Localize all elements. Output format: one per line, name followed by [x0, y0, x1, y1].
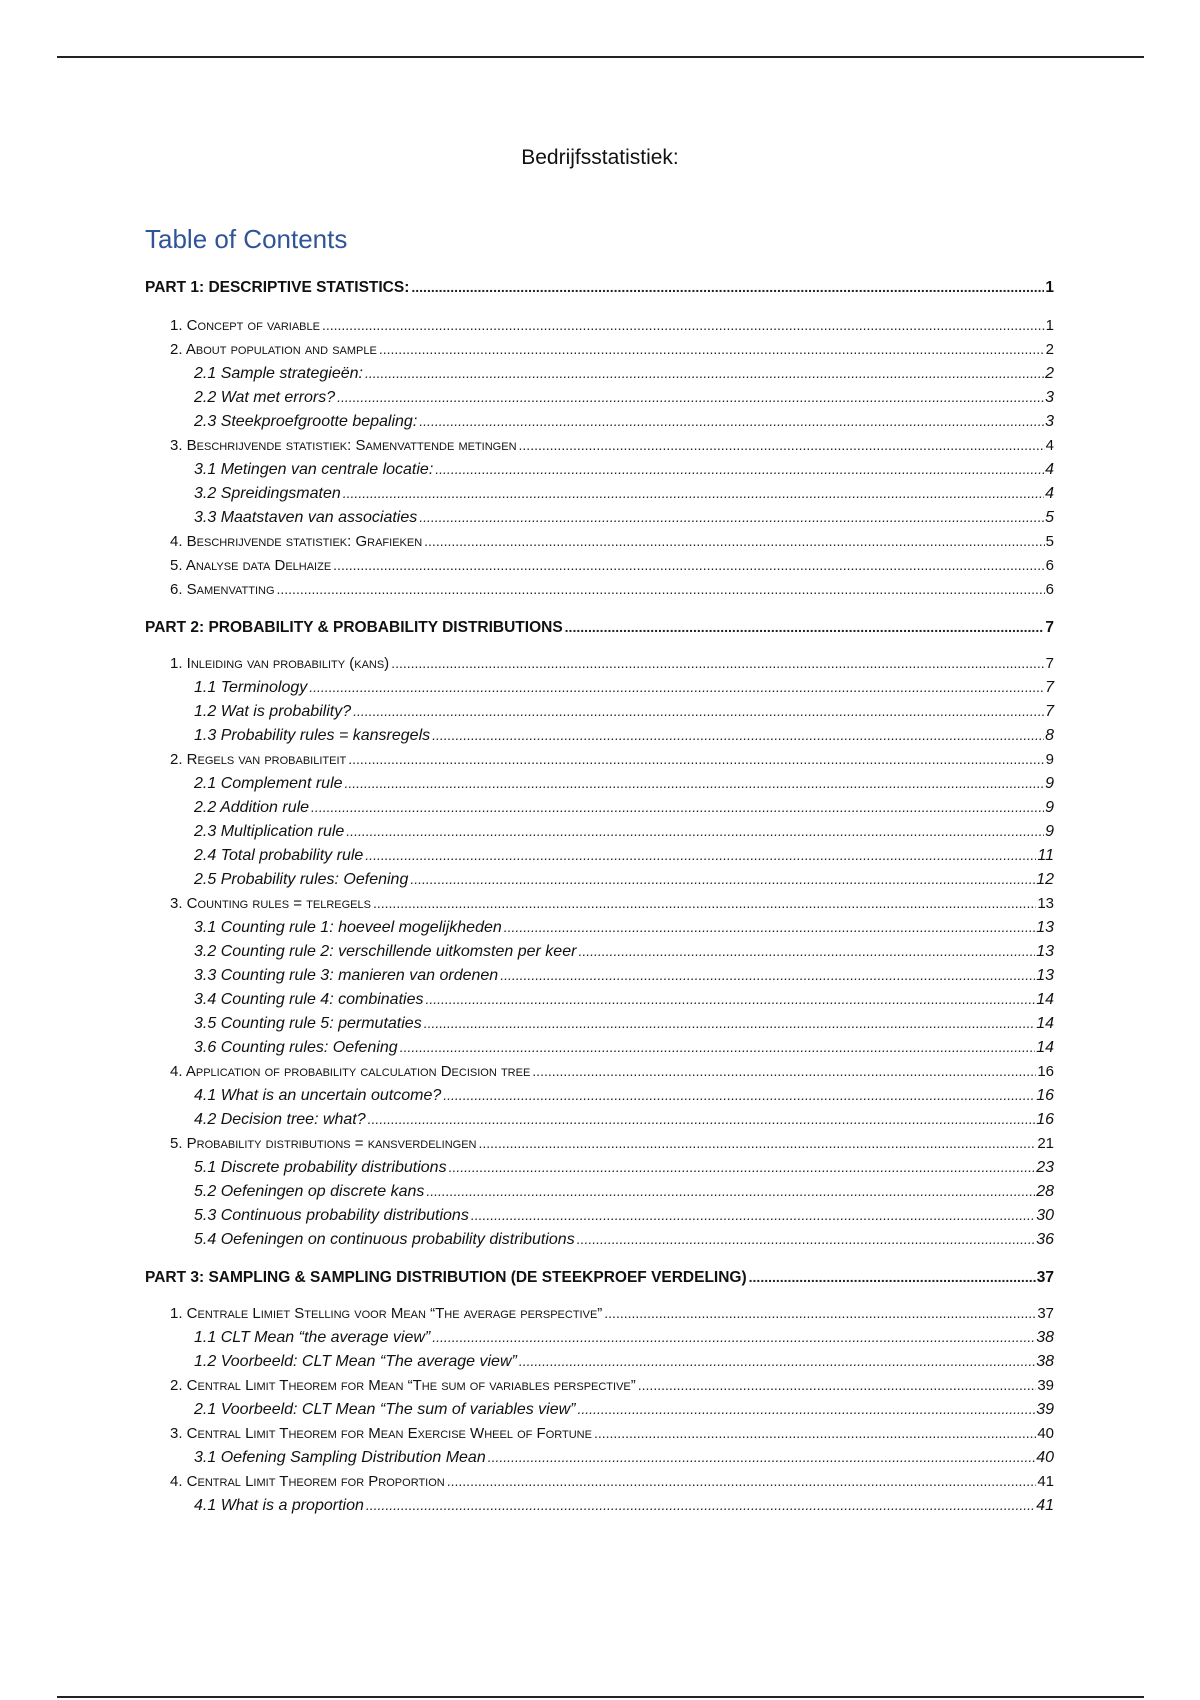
toc-dot-leader: [379, 338, 1045, 360]
toc-entry-label: 3.3 Counting rule 3: manieren van ordenen: [194, 967, 499, 984]
toc-entry-label: 4.1 What is a proportion: [194, 1497, 364, 1514]
toc-page-number: 16: [1037, 1063, 1054, 1080]
toc-entry-label: 2.2 Addition rule: [194, 799, 310, 816]
toc-subsection-entry[interactable]: [194, 386, 1054, 408]
toc-entry-label: 2. About population and sample: [170, 341, 377, 358]
toc-page-number: 21: [1037, 1135, 1054, 1152]
toc-subsection-entry[interactable]: [194, 1326, 1054, 1348]
toc-subsection-entry[interactable]: [194, 1446, 1054, 1468]
toc-dot-leader: [443, 1084, 1035, 1106]
toc-page-number: 3: [1045, 413, 1054, 430]
toc-subsection-entry[interactable]: [194, 1228, 1054, 1250]
toc-page-number: 2: [1045, 365, 1054, 382]
footer-rule: [57, 1696, 1144, 1698]
toc-subsection-entry[interactable]: [194, 1494, 1054, 1516]
header-rule: [57, 56, 1144, 58]
toc-page-number: 41: [1036, 1497, 1054, 1514]
toc-entry-label: PART 2: PROBABILITY & PROBABILITY DISTRIBUTIONS: [145, 619, 563, 636]
toc-dot-leader: [424, 1012, 1036, 1034]
toc-subsection-entry[interactable]: [194, 772, 1054, 794]
toc-page-number: 41: [1037, 1473, 1054, 1490]
toc-entry-label: 3.1 Counting rule 1: hoeveel mogelijkheden: [194, 919, 502, 936]
toc-page-number: 8: [1045, 727, 1054, 744]
toc-dot-leader: [435, 458, 1044, 480]
toc-page-number: 3: [1045, 389, 1054, 406]
toc-entry-label: 5.1 Discrete probability distributions: [194, 1159, 447, 1176]
toc-entry-label: 3.3 Maatstaven van associaties: [194, 509, 418, 526]
toc-entry-label: 2. Regels van probabiliteit: [170, 751, 347, 768]
toc-dot-leader: [578, 1398, 1036, 1420]
toc-dot-leader: [373, 892, 1036, 914]
toc-page-number: 6: [1045, 557, 1054, 574]
toc-dot-leader: [565, 616, 1045, 638]
toc-page-number: 30: [1036, 1207, 1054, 1224]
toc-page-number: 9: [1045, 751, 1054, 768]
toc-dot-leader: [594, 1422, 1036, 1444]
toc-entry-label: 3.1 Metingen van centrale locatie:: [194, 461, 434, 478]
toc-dot-leader: [425, 988, 1035, 1010]
toc-dot-leader: [638, 1374, 1037, 1396]
toc-dot-leader: [419, 410, 1044, 432]
toc-dot-leader: [479, 1132, 1037, 1154]
toc-page-number: 12: [1036, 871, 1054, 888]
toc-entry-label: 5. Probability distributions = kansverdelingen: [170, 1135, 477, 1152]
toc-subsection-entry[interactable]: [194, 1398, 1054, 1420]
document-title: Bedrijfsstatistiek:: [521, 146, 679, 169]
toc-page-number: 1: [1045, 317, 1054, 334]
toc-page-number: 4: [1045, 461, 1054, 478]
toc-page-number: 13: [1037, 895, 1054, 912]
toc-subsection-entry[interactable]: [194, 1036, 1054, 1058]
toc-dot-leader: [346, 820, 1044, 842]
toc-subsection-entry[interactable]: [194, 1012, 1054, 1034]
toc-page-number: 38: [1036, 1353, 1054, 1370]
toc-entry-label: 1.1 Terminology: [194, 679, 308, 696]
toc-section-entry[interactable]: [170, 1470, 1054, 1492]
toc-entry-label: 3. Beschrijvende statistiek: Samenvattende metingen: [170, 437, 517, 454]
toc-page-number: 16: [1036, 1111, 1054, 1128]
toc-page-number: 40: [1037, 1425, 1054, 1442]
toc-entry-label: 3.4 Counting rule 4: combinaties: [194, 991, 424, 1008]
toc-dot-leader: [366, 1494, 1035, 1516]
toc-page-number: 14: [1036, 1015, 1054, 1032]
toc-dot-leader: [432, 1326, 1035, 1348]
toc-heading: Table of Contents: [145, 224, 348, 254]
toc-section-entry[interactable]: [170, 314, 1054, 336]
toc-subsection-entry[interactable]: [194, 1350, 1054, 1372]
toc-dot-leader: [449, 1156, 1036, 1178]
toc-section-entry[interactable]: [170, 530, 1054, 552]
toc-page-number: 37: [1036, 1269, 1054, 1286]
toc-entry-label: 2. Central Limit Theorem for Mean “The sum of variables perspective”: [170, 1377, 636, 1394]
toc-entry-label: 2.3 Multiplication rule: [194, 823, 345, 840]
toc-dot-leader: [343, 482, 1044, 504]
toc-dot-leader: [410, 868, 1035, 890]
toc-dot-leader: [411, 276, 1044, 298]
toc-subsection-entry[interactable]: [194, 700, 1054, 722]
toc-entry-label: 3.1 Oefening Sampling Distribution Mean: [194, 1449, 486, 1466]
toc-dot-leader: [577, 1228, 1036, 1250]
toc-dot-leader: [419, 506, 1044, 528]
toc-page-number: 13: [1036, 967, 1054, 984]
toc-section-entry[interactable]: [170, 1422, 1054, 1444]
toc-entry-label: 2.5 Probability rules: Oefening: [194, 871, 409, 888]
toc-page-number: 7: [1045, 655, 1054, 672]
toc-section-entry[interactable]: [170, 892, 1054, 914]
toc-entry-label: 5.4 Oefeningen on continuous probability distributions: [194, 1231, 575, 1248]
toc-page-number: 5: [1045, 509, 1054, 526]
toc-section-entry[interactable]: [170, 1374, 1054, 1396]
toc-entry-label: 3.2 Counting rule 2: verschillende uitkomsten per keer: [194, 943, 577, 960]
toc-page-number: 16: [1036, 1087, 1054, 1104]
toc-page-number: 23: [1036, 1159, 1054, 1176]
toc-entry-label: 1.3 Probability rules = kansregels: [194, 727, 431, 744]
toc-subsection-entry[interactable]: [194, 676, 1054, 698]
toc-entry-label: 2.2 Wat met errors?: [194, 389, 336, 406]
toc-dot-leader: [368, 1108, 1036, 1130]
toc-subsection-entry[interactable]: [194, 506, 1054, 528]
toc-entry-label: 4.1 What is an uncertain outcome?: [194, 1087, 442, 1104]
toc-page-number: 9: [1045, 775, 1054, 792]
toc-dot-leader: [391, 652, 1044, 674]
toc-subsection-entry[interactable]: [194, 964, 1054, 986]
toc-page-number: 9: [1045, 823, 1054, 840]
toc-page-number: 7: [1045, 703, 1054, 720]
toc-entry-label: PART 1: DESCRIPTIVE STATISTICS:: [145, 279, 410, 296]
toc-subsection-entry[interactable]: [194, 796, 1054, 818]
toc-dot-leader: [519, 1350, 1035, 1372]
toc-dot-leader: [519, 434, 1045, 456]
toc-section-entry[interactable]: [170, 652, 1054, 674]
toc-subsection-entry[interactable]: [194, 940, 1054, 962]
toc-page-number: 11: [1037, 847, 1054, 864]
toc-dot-leader: [432, 724, 1044, 746]
toc-dot-leader: [424, 530, 1045, 552]
toc-entry-label: 2.3 Steekproefgrootte bepaling:: [194, 413, 418, 430]
toc-entry-label: 4. Application of probability calculation Decision tree: [170, 1063, 531, 1080]
toc-dot-leader: [322, 314, 1045, 336]
toc-entry-label: 4.2 Decision tree: what?: [194, 1111, 366, 1128]
toc-entry-label: 1. Concept of variable: [170, 317, 320, 334]
toc-page-number: 38: [1036, 1329, 1054, 1346]
toc-page-number: 13: [1036, 943, 1054, 960]
toc-dot-leader: [348, 748, 1044, 770]
toc-page-number: 7: [1045, 619, 1054, 636]
toc-dot-leader: [345, 772, 1045, 794]
toc-subsection-entry[interactable]: [194, 1204, 1054, 1226]
toc-dot-leader: [400, 1036, 1036, 1058]
toc-dot-leader: [578, 940, 1035, 962]
toc-subsection-entry[interactable]: [194, 868, 1054, 890]
toc-page-number: 28: [1036, 1183, 1054, 1200]
toc-entry-label: 3.2 Spreidingsmaten: [194, 485, 341, 502]
toc-subsection-entry[interactable]: [194, 988, 1054, 1010]
toc-section-entry[interactable]: [170, 1132, 1054, 1154]
toc-page-number: 1: [1045, 279, 1054, 296]
toc-dot-leader: [500, 964, 1035, 986]
toc-subsection-entry[interactable]: [194, 458, 1054, 480]
toc-page-number: 13: [1036, 919, 1054, 936]
toc-subsection-entry[interactable]: [194, 1156, 1054, 1178]
toc-entry-label: PART 3: SAMPLING & SAMPLING DISTRIBUTION (DE STEEKPROEF VERDELING): [145, 1269, 747, 1286]
toc-dot-leader: [426, 1180, 1035, 1202]
toc-entry-label: 1. Centrale Limiet Stelling voor Mean “The average perspective”: [170, 1305, 603, 1322]
toc-entry-label: 5.3 Continuous probability distributions: [194, 1207, 469, 1224]
toc-subsection-entry[interactable]: [194, 820, 1054, 842]
toc-section-entry[interactable]: [170, 748, 1054, 770]
toc-entry-label: 6. Samenvatting: [170, 581, 275, 598]
toc-dot-leader: [604, 1302, 1036, 1324]
toc-subsection-entry[interactable]: [194, 482, 1054, 504]
toc-section-entry[interactable]: [170, 1302, 1054, 1324]
toc-dot-leader: [532, 1060, 1036, 1082]
toc-subsection-entry[interactable]: [194, 844, 1054, 866]
toc-subsection-entry[interactable]: [194, 410, 1054, 432]
toc-page-number: 36: [1036, 1231, 1054, 1248]
toc-page-number: 9: [1045, 799, 1054, 816]
toc-section-entry[interactable]: [170, 434, 1054, 456]
toc-page-number: 14: [1036, 991, 1054, 1008]
toc-entry-label: 3. Counting rules = telregels: [170, 895, 371, 912]
toc-entry-label: 2.1 Sample strategieën:: [194, 365, 363, 382]
toc-section-entry[interactable]: [170, 554, 1054, 576]
toc-entry-label: 2.1 Complement rule: [194, 775, 343, 792]
toc-entry-label: 3.6 Counting rules: Oefening: [194, 1039, 398, 1056]
toc-entry-label: 1.2 Voorbeeld: CLT Mean “The average view”: [194, 1353, 517, 1370]
toc-page-number: 40: [1036, 1449, 1054, 1466]
toc-page-number: 2: [1045, 341, 1054, 358]
toc-subsection-entry[interactable]: [194, 724, 1054, 746]
toc-entry-label: 1.1 CLT Mean “the average view”: [194, 1329, 431, 1346]
toc-entry-label: 2.4 Total probability rule: [194, 847, 364, 864]
toc-entry-label: 5.2 Oefeningen op discrete kans: [194, 1183, 425, 1200]
toc-subsection-entry[interactable]: [194, 1180, 1054, 1202]
toc-section-entry[interactable]: [170, 338, 1054, 360]
toc-entry-label: 1. Inleiding van probability (kans): [170, 655, 390, 672]
toc-entry-label: 4. Central Limit Theorem for Proportion: [170, 1473, 445, 1490]
toc-dot-leader: [471, 1204, 1035, 1226]
toc-subsection-entry[interactable]: [194, 1084, 1054, 1106]
toc-part-entry[interactable]: [145, 616, 1054, 638]
toc-entry-label: 3.5 Counting rule 5: permutaties: [194, 1015, 422, 1032]
toc-part-entry[interactable]: [145, 276, 1054, 298]
toc-dot-leader: [353, 700, 1044, 722]
toc-page-number: 5: [1045, 533, 1054, 550]
toc-dot-leader: [333, 554, 1044, 576]
toc-dot-leader: [504, 916, 1035, 938]
toc-entry-label: 3. Central Limit Theorem for Mean Exercise Wheel of Fortune: [170, 1425, 592, 1442]
toc-entry-label: 5. Analyse data Delhaize: [170, 557, 332, 574]
toc-dot-leader: [365, 844, 1036, 866]
toc-dot-leader: [488, 1446, 1035, 1468]
toc-subsection-entry[interactable]: [194, 1108, 1054, 1130]
toc-entry-label: 4. Beschrijvende statistiek: Grafieken: [170, 533, 423, 550]
toc-dot-leader: [309, 676, 1044, 698]
toc-subsection-entry[interactable]: [194, 362, 1054, 384]
toc-page-number: 6: [1045, 581, 1054, 598]
toc-subsection-entry[interactable]: [194, 916, 1054, 938]
toc-page-number: 37: [1037, 1305, 1054, 1322]
toc-entry-label: 1.2 Wat is probability?: [194, 703, 352, 720]
toc-page-number: 39: [1037, 1377, 1054, 1394]
toc-dot-leader: [311, 796, 1044, 818]
toc-dot-leader: [365, 362, 1044, 384]
toc-section-entry[interactable]: [170, 1060, 1054, 1082]
toc-dot-leader: [277, 578, 1045, 600]
toc-page-number: 14: [1036, 1039, 1054, 1056]
toc-entry-label: 2.1 Voorbeeld: CLT Mean “The sum of variables view”: [194, 1401, 576, 1418]
toc-page-number: 4: [1045, 437, 1054, 454]
toc-section-entry[interactable]: [170, 578, 1054, 600]
toc-dot-leader: [337, 386, 1044, 408]
toc-part-entry[interactable]: [145, 1266, 1054, 1288]
toc-page-number: 4: [1045, 485, 1054, 502]
toc-dot-leader: [749, 1266, 1036, 1288]
toc-page-number: 39: [1036, 1401, 1054, 1418]
toc-page-number: 7: [1045, 679, 1054, 696]
toc-dot-leader: [447, 1470, 1037, 1492]
